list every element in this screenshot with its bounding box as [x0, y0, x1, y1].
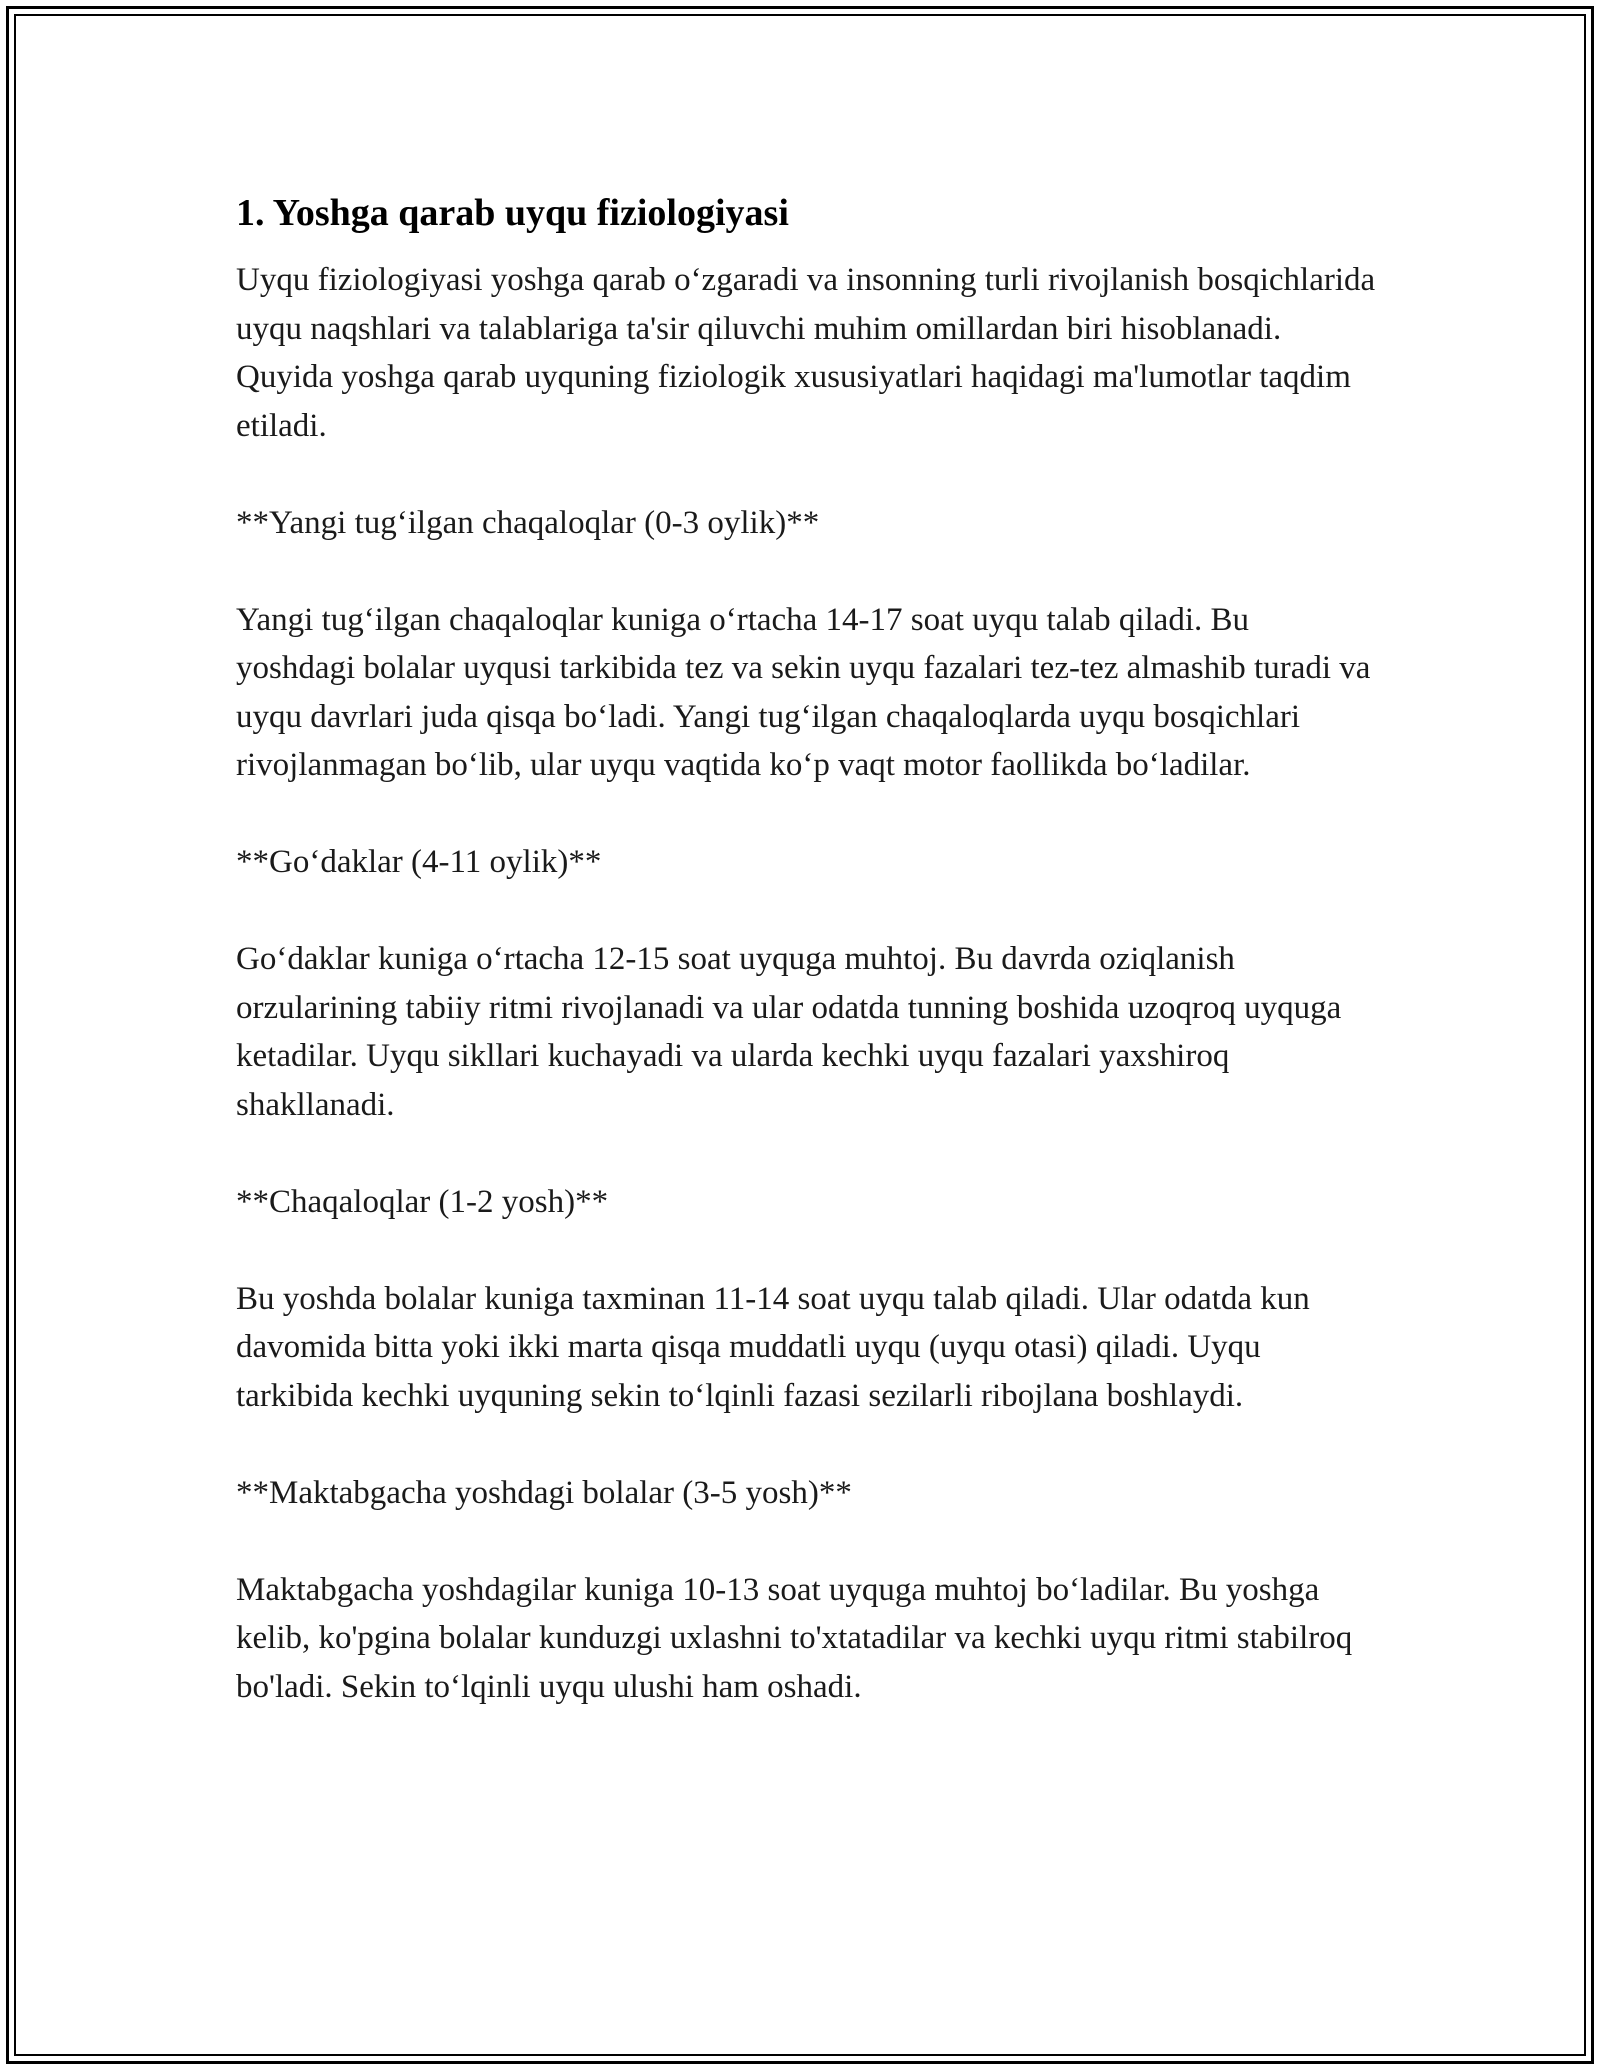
document-body — [236, 188, 1376, 1711]
page-title: 1. Yoshga qarab uyqu fiziologiyasi — [236, 192, 789, 234]
section-title-preschool: **Maktabgacha yoshdagi bolalar (3-5 yosh)** — [236, 1474, 852, 1511]
section-title-toddlers: **Chaqaloqlar (1-2 yosh)** — [236, 1183, 609, 1220]
paragraph-gap — [236, 1226, 1376, 1275]
section-body-infants: Go‘daklar kuniga o‘rtacha 12-15 soat uyquga muhtoj. Bu davrda oziqlanish orzularining tabiiy ritmi rivojlanadi va ular odatda tunning boshida uzoqroq uyquga ketadilar. Uyqu sikllari kuchayadi va ularda kechki uyqu fazalari yaxshiroq shakllanadi. — [236, 941, 1342, 1123]
paragraph-gap — [236, 547, 1376, 596]
paragraph-gap — [236, 1420, 1376, 1469]
paragraph-gap — [236, 790, 1376, 839]
paragraph-gap — [236, 1517, 1376, 1566]
paragraph-gap — [236, 1129, 1376, 1178]
section-body-preschool: Maktabgacha yoshdagilar kuniga 10-13 soat uyquga muhtoj bo‘ladilar. Bu yoshga kelib, ko'pgina bolalar kunduzgi uxlashni to'xtatadilar va kechki uyqu ritmi stabilroq bo'ladi. Sekin to‘lqinli uyqu ulushi ham oshadi. — [236, 1571, 1353, 1705]
section-body-toddlers: Bu yoshda bolalar kuniga taxminan 11-14 soat uyqu talab qiladi. Ular odatda kun davomida bitta yoki ikki marta qisqa muddatli uyqu (uyqu otasi) qiladi. Uyqu tarkibida kechki uyquning sekin to‘lqinli fazasi sezilarli ribojlana boshlaydi. — [236, 1280, 1310, 1414]
intro-paragraph: Uyqu fiziologiyasi yoshga qarab o‘zgaradi va insonning turli rivojlanish bosqichlarida uyqu naqshlari va talablariga ta'sir qiluvchi muhim omillardan biri hisoblanadi. Quyida yoshga qarab uyquning fiziologik xususiyatlari haqidagi ma'lumotlar taqdim etiladi. — [236, 262, 1376, 444]
section-title-newborns: **Yangi tug‘ilgan chaqaloqlar (0-3 oylik)** — [236, 504, 820, 541]
section-title-infants: **Go‘daklar (4-11 oylik)** — [236, 844, 602, 880]
section-body-newborns: Yangi tug‘ilgan chaqaloqlar kuniga o‘rtacha 14-17 soat uyqu talab qiladi. Bu yoshdagi bolalar uyqusi tarkibida tez va sekin uyqu fazalari tez-tez almashib turadi va uyqu davrlari juda qisqa bo‘ladi. Yangi tug‘ilgan chaqaloqlarda uyqu bosqichlari rivojlanmagan bo‘lib, ular uyqu vaqtida ko‘p vaqt motor faollikda bo‘ladilar. — [236, 601, 1371, 783]
paragraph-gap — [236, 450, 1376, 499]
paragraph-gap — [236, 887, 1376, 936]
